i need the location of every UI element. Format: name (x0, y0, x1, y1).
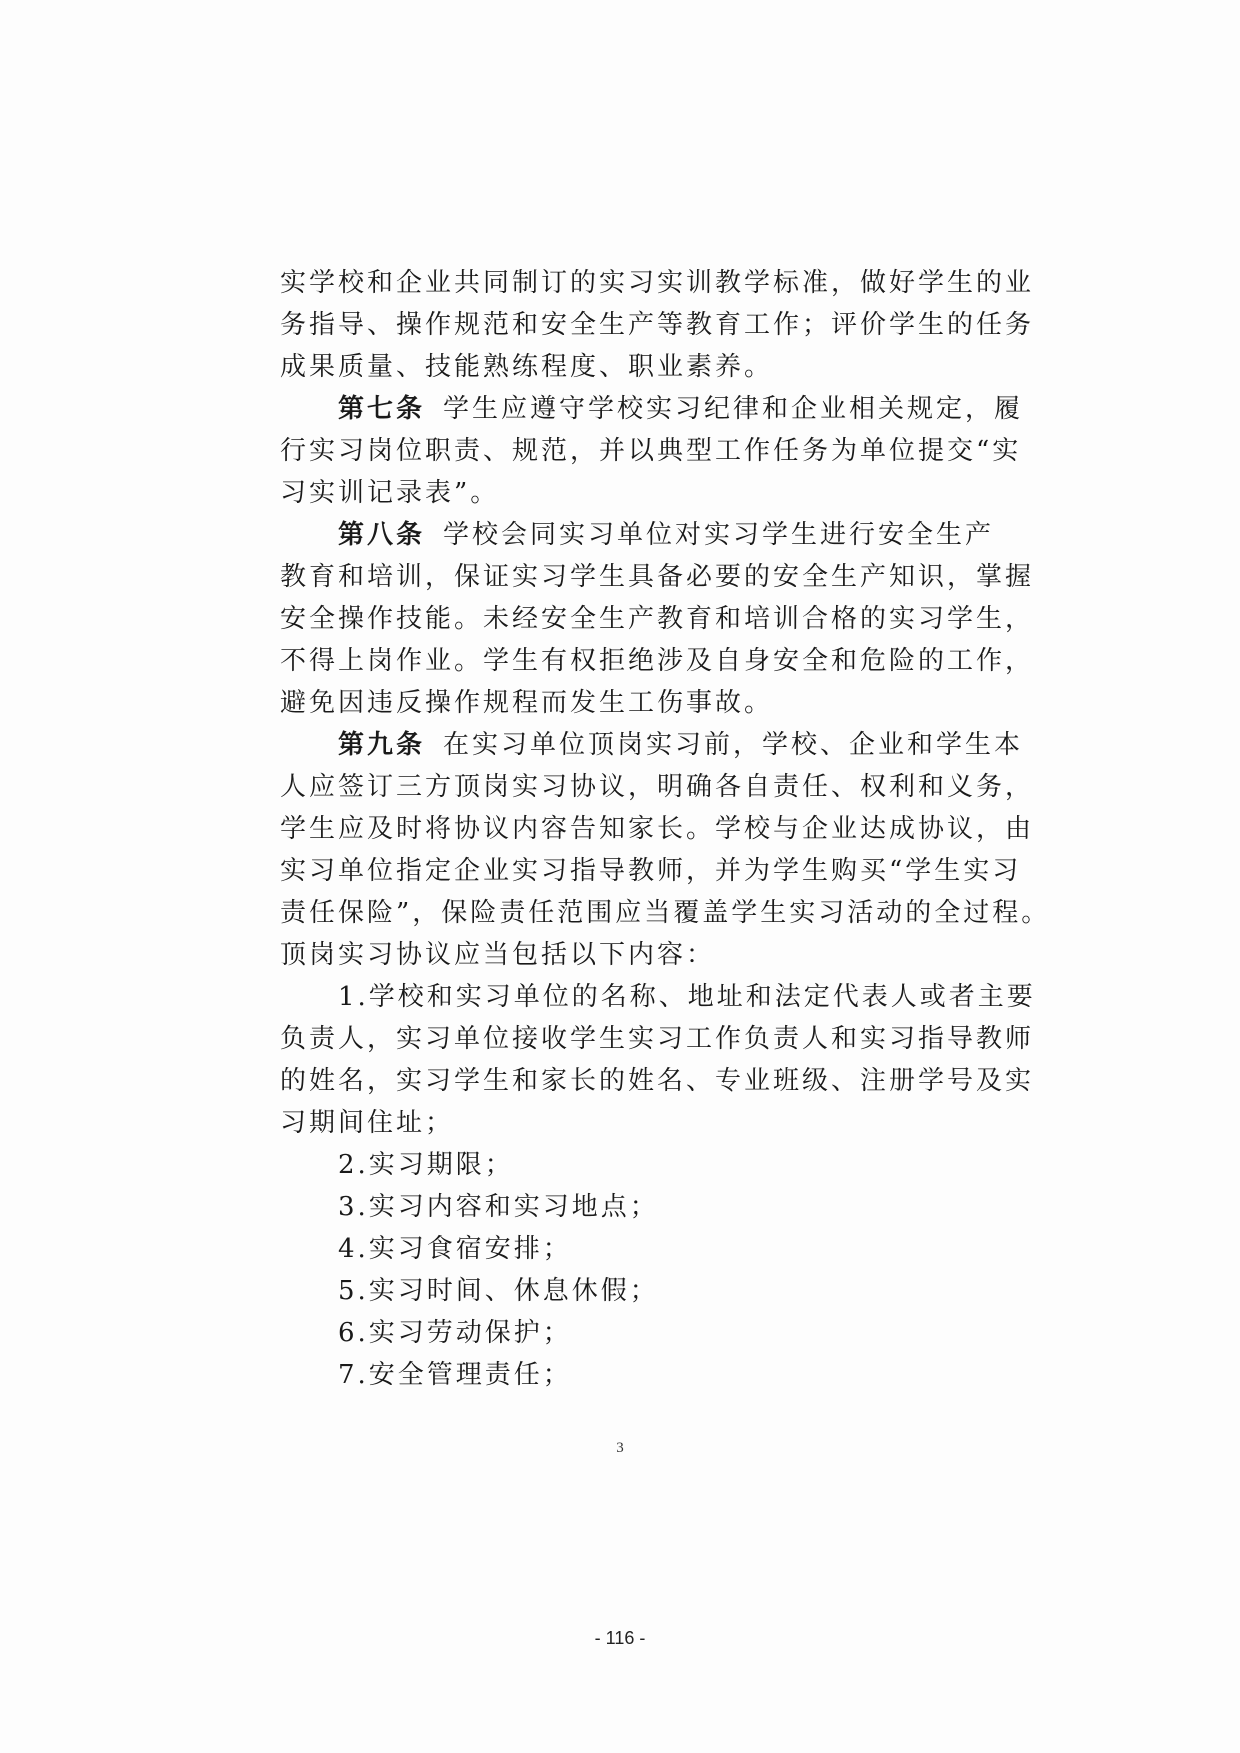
text-line: 教育和培训，保证实习学生具备必要的安全生产知识，掌握 (280, 562, 1035, 592)
article-7-label: 第七条 (338, 394, 426, 424)
list-item-1: 1.学校和实习单位的名称、地址和法定代表人或者主要 (338, 982, 1036, 1012)
text-line: 学生应及时将协议内容告知家长。学校与企业达成协议，由 (280, 814, 1035, 844)
list-item-6: 6.实习劳动保护； (338, 1318, 572, 1348)
text-line: 人应签订三方顶岗实习协议，明确各自责任、权利和义务， (280, 772, 1035, 802)
text-line: 负责人，实习单位接收学生实习工作负责人和实习指导教师 (280, 1024, 1035, 1054)
text-line: 安全操作技能。未经安全生产教育和培训合格的实习学生， (280, 604, 1035, 634)
text-line: 不得上岗作业。学生有权拒绝涉及自身安全和危险的工作， (280, 646, 1035, 676)
inner-page-number: 3 (616, 1440, 624, 1456)
list-item-4: 4.实习食宿安排； (338, 1234, 572, 1264)
text-line: 习实训记录表”。 (280, 478, 500, 508)
article-9-label: 第九条 (338, 730, 426, 760)
list-item-7: 7.安全管理责任； (338, 1360, 572, 1390)
outer-page-number: - 116 - (594, 1628, 646, 1648)
article-8-first-line: 第八条 学校会同实习单位对实习学生进行安全生产 (338, 520, 995, 550)
text-line: 务指导、操作规范和安全生产等教育工作；评价学生的任务 (280, 310, 1035, 340)
list-item-3: 3.实习内容和实习地点； (338, 1192, 659, 1222)
text-line: 实习单位指定企业实习指导教师，并为学生购买“学生实习 (280, 856, 1022, 886)
text-line: 实学校和企业共同制订的实习实训教学标准，做好学生的业 (280, 268, 1035, 298)
document-body (280, 262, 1051, 1396)
text-line: 的姓名，实习学生和家长的姓名、专业班级、注册学号及实 (280, 1066, 1035, 1096)
article-8-label: 第八条 (338, 520, 426, 550)
text-line: 习期间住址； (280, 1108, 455, 1138)
text-line: 成果质量、技能熟练程度、职业素养。 (280, 352, 774, 382)
list-item-2: 2.实习期限； (338, 1150, 514, 1180)
text-line: 顶岗实习协议应当包括以下内容： (280, 940, 716, 970)
text-line: 避免因违反操作规程而发生工伤事故。 (280, 688, 774, 718)
list-item-5: 5.实习时间、休息休假； (338, 1276, 659, 1306)
text-line: 行实习岗位职责、规范，并以典型工作任务为单位提交“实 (280, 436, 1022, 466)
article-7-first-line: 第七条 学生应遵守学校实习纪律和企业相关规定，履 (338, 394, 1024, 424)
text-line: 责任保险”，保险责任范围应当覆盖学生实习活动的全过程。 (280, 898, 1051, 928)
article-9-first-line: 第九条 在实习单位顶岗实习前，学校、企业和学生本 (338, 730, 1024, 760)
